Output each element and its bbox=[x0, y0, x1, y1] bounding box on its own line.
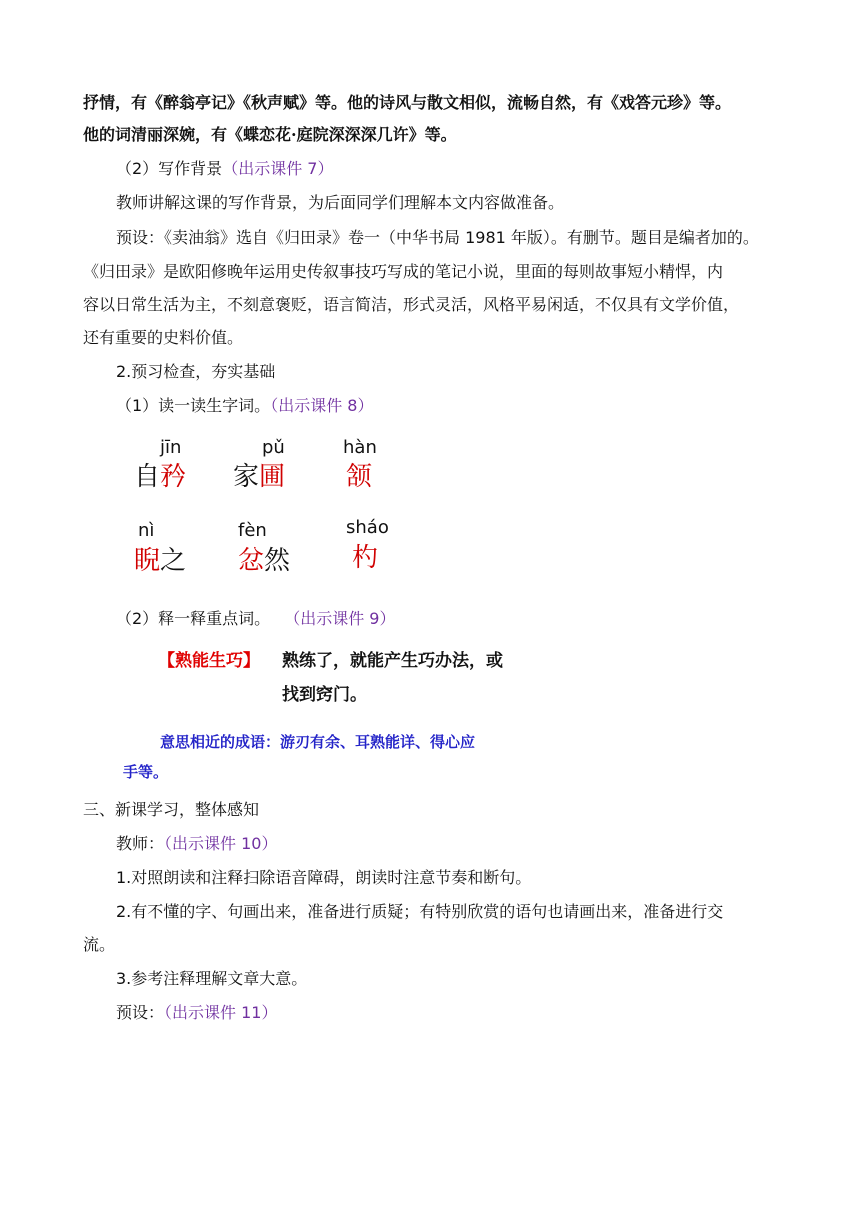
ppt-reference: （出示课件 10） bbox=[164, 834, 278, 853]
vocab-plain: 家 bbox=[233, 462, 260, 492]
ppt-reference: （出示课件 11） bbox=[164, 1003, 278, 1022]
vocab-word bbox=[134, 456, 186, 493]
ppt-reference: （出示课件 8） bbox=[270, 396, 374, 415]
vocab-word bbox=[134, 540, 186, 577]
pinyin: sháo bbox=[346, 517, 389, 538]
vocab-plain: 然 bbox=[264, 546, 291, 576]
teacher-line bbox=[116, 834, 277, 854]
vocab-key-char: 矜 bbox=[160, 462, 187, 492]
preset-label: 预设： bbox=[116, 1003, 165, 1022]
list-item: 2.有不懂的字、句画出来，准备进行质疑；有特别欣赏的语句也请画出来，准备进行交 bbox=[116, 902, 724, 921]
vocab-word bbox=[233, 456, 285, 493]
paragraph-line: 教师讲解这课的写作背景，为后面同学们理解本文内容做准备。 bbox=[116, 193, 565, 212]
idiom-term: 【熟能生巧】 bbox=[158, 651, 260, 671]
teacher-label: 教师： bbox=[116, 834, 165, 853]
list-item: 3.参考注释理解文章大意。 bbox=[116, 969, 308, 988]
pinyin: jīn bbox=[160, 437, 182, 458]
idiom-similar: 手等。 bbox=[123, 763, 169, 781]
list-item-continued: 流。 bbox=[83, 935, 116, 954]
subheading-explain bbox=[116, 609, 395, 629]
paragraph-line: 容以日常生活为主，不刻意褒贬，语言简洁，形式灵活，风格平易闲适，不仅具有文学价值， bbox=[83, 295, 740, 314]
pinyin: fèn bbox=[238, 520, 267, 541]
subheading-label: （1）读一读生字词。 bbox=[116, 396, 271, 415]
vocab-key-char: 睨 bbox=[134, 546, 161, 576]
vocab-word bbox=[346, 456, 372, 493]
paragraph-line: 预设：《卖油翁》选自《归田录》卷一（中华书局 1981 年版）。有删节。题目是编者加的。 bbox=[116, 228, 759, 247]
idiom-similar: 意思相近的成语：游刃有余、耳熟能详、得心应 bbox=[160, 733, 476, 751]
vocab-plain: 自 bbox=[134, 462, 161, 492]
subheading-label: （2）写作背景 bbox=[116, 159, 223, 178]
pinyin: nì bbox=[138, 520, 155, 541]
vocab-key-char: 杓 bbox=[352, 543, 379, 573]
section-heading: 2.预习检查，夯实基础 bbox=[116, 362, 276, 381]
subheading-background bbox=[116, 159, 333, 179]
vocab-key-char: 颔 bbox=[346, 462, 373, 492]
list-item: 1.对照朗读和注释扫除语音障碍，朗读时注意节奏和断句。 bbox=[116, 868, 532, 887]
pinyin: hàn bbox=[343, 437, 377, 458]
ppt-reference: （出示课件 9） bbox=[292, 609, 396, 628]
subheading-label: （2）释一释重点词。 bbox=[116, 609, 271, 628]
vocab-plain: 之 bbox=[160, 546, 187, 576]
vocab-key-char: 忿 bbox=[238, 546, 265, 576]
subheading-read bbox=[116, 396, 373, 416]
vocab-key-char: 圃 bbox=[259, 462, 286, 492]
section-heading: 三、新课学习，整体感知 bbox=[83, 800, 260, 819]
idiom-definition: 找到窍门。 bbox=[282, 685, 367, 705]
pinyin: pǔ bbox=[262, 437, 285, 458]
paragraph-line: 他的词清丽深婉，有《蝶恋花·庭院深深深几许》等。 bbox=[83, 125, 457, 144]
idiom-definition: 熟练了，就能产生巧办法，或 bbox=[282, 651, 503, 671]
paragraph-line: 抒情，有《醉翁亭记》《秋声赋》等。他的诗风与散文相似，流畅自然，有《戏答元珍》等。 bbox=[83, 93, 732, 112]
preset-line bbox=[116, 1003, 277, 1023]
paragraph-line: 《归田录》是欧阳修晚年运用史传叙事技巧写成的笔记小说，里面的每则故事短小精悍，内 bbox=[83, 262, 724, 281]
vocab-word bbox=[352, 537, 378, 574]
paragraph-line: 还有重要的史料价值。 bbox=[83, 328, 244, 347]
vocab-word bbox=[238, 540, 290, 577]
ppt-reference: （出示课件 7） bbox=[222, 159, 334, 178]
